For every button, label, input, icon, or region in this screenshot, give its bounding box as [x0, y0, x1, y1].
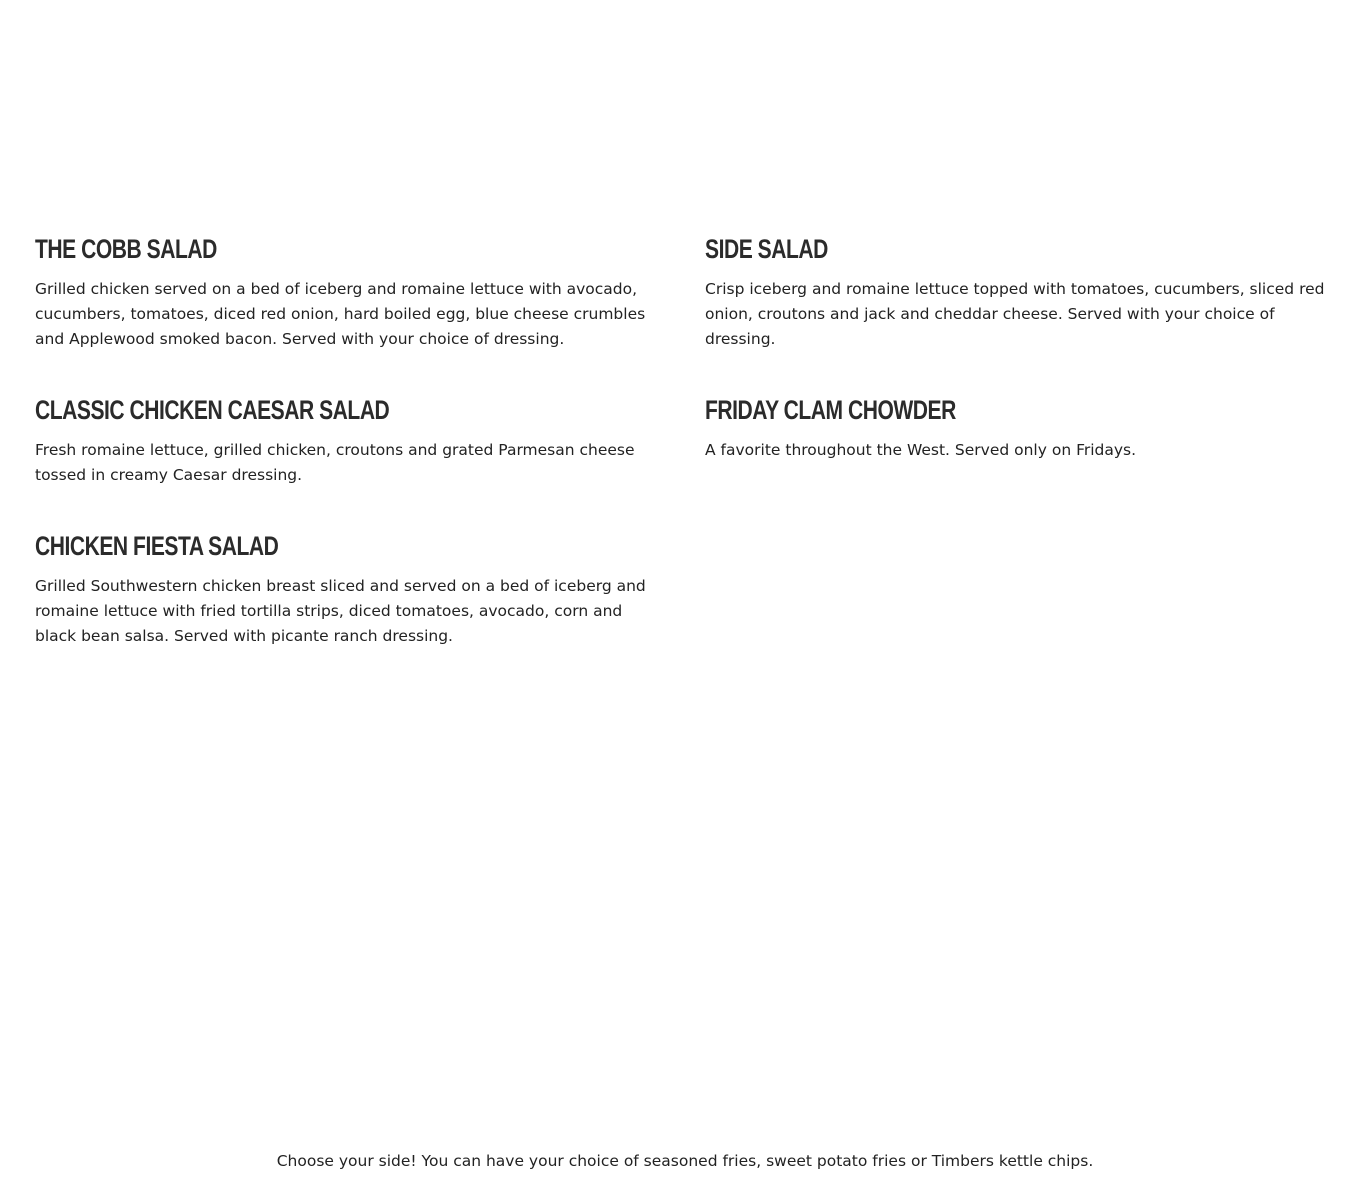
menu-grid: [35, 232, 1335, 690]
side-choice-note: [0, 1149, 1370, 1174]
menu-item-name: CHICKEN FIESTA SALAD: [35, 531, 279, 561]
menu-item-description: Crisp iceberg and romaine lettuce topped with tomatoes, cucumbers, sliced red onion, croutons and jack and cheddar cheese. Served with your choice of dressing.: [705, 280, 1325, 348]
menu-item-name: THE COBB SALAD: [35, 234, 217, 264]
menu-item-description: Fresh romaine lettuce, grilled chicken, croutons and grated Parmesan cheese tossed in creamy Caesar dressing.: [35, 441, 635, 484]
menu-item-name: SIDE SALAD: [705, 234, 828, 264]
menu-item-description: A favorite throughout the West. Served only on Fridays.: [705, 441, 1137, 459]
menu-item: [705, 232, 1335, 352]
menu-item: [35, 232, 665, 352]
menu-column-left: [35, 232, 665, 690]
menu-column-right: [705, 232, 1335, 690]
menu-item-description: Grilled chicken served on a bed of iceberg and romaine lettuce with avocado, cucumbers, tomatoes, diced red onion, hard boiled egg, blue cheese crumbles and Applewood smoked bacon. Served with your choice of dressing.: [35, 280, 646, 348]
side-choice-text: Choose your side! You can have your choice of seasoned fries, sweet potato fries or Timbers kettle chips.: [276, 1152, 1094, 1170]
menu-item: [705, 393, 1335, 463]
menu-item-name: CLASSIC CHICKEN CAESAR SALAD: [35, 395, 390, 425]
menu-item: [35, 529, 665, 649]
menu-item-description: Grilled Southwestern chicken breast sliced and served on a bed of iceberg and romaine lettuce with fried tortilla strips, diced tomatoes, avocado, corn and black bean salsa. Served with picante ranch dressing.: [35, 577, 646, 645]
menu-item: [35, 393, 665, 488]
menu-item-name: FRIDAY CLAM CHOWDER: [705, 395, 956, 425]
